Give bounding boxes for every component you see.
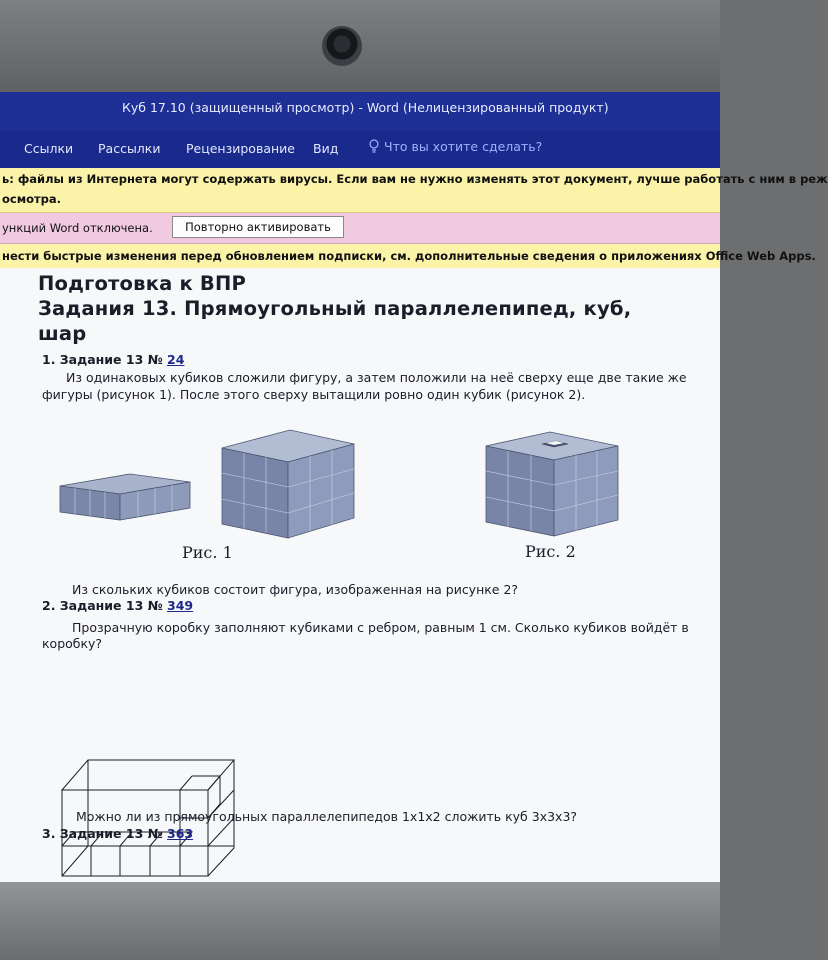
tell-me-search[interactable] (368, 139, 542, 154)
title-bar (0, 92, 720, 130)
protected-view-bar (0, 168, 828, 213)
tab-review[interactable]: Рецензирование (186, 141, 295, 156)
task-3-header (42, 826, 193, 841)
protected-view-message: ь: файлы из Интернета могут содержать вирусы. Если вам не нужно изменять этот документ, лучше работать с ним в реж (2, 172, 828, 186)
webcam (322, 26, 362, 66)
license-bar (0, 213, 720, 244)
task-2-text-line-1: Прозрачную коробку заполняют кубиками с ребром, равным 1 см. Сколько кубиков войдёт в (72, 620, 689, 635)
figure-1-block (222, 430, 354, 540)
figure-2-block (486, 432, 618, 538)
task-1-text-line-2: фигуры (рисунок 1). После этого сверху вытащили ровно один кубик (рисунок 2). (42, 387, 586, 402)
window-title: Куб 17.10 (защищенный просмотр) - Word (Нелицензированный продукт) (122, 100, 609, 115)
protected-view-message-cont: осмотра. (2, 192, 62, 206)
tell-me-label: Что вы хотите сделать? (384, 139, 543, 154)
reactivate-button[interactable]: Повторно активировать (172, 216, 344, 238)
heading-line-2: Задания 13. Прямоугольный параллелепипед, куб, (38, 297, 632, 320)
figure-1-slab (60, 468, 190, 528)
heading-line-1: Подготовка к ВПР (38, 272, 246, 295)
ribbon-tabs (0, 130, 720, 168)
task-2-link[interactable]: 349 (167, 598, 194, 613)
task-2-header (42, 598, 193, 613)
lightbulb-icon (368, 139, 380, 153)
task-1-text-line-1: Из одинаковых кубиков сложили фигуру, а затем положили на неё сверху еще две такие же (66, 370, 687, 385)
laptop-bezel-bottom (0, 882, 720, 960)
task-3-prefix: 3. Задание 13 № (42, 826, 168, 841)
webapps-message: нести быстрые изменения перед обновлением подписки, см. дополнительные сведения о приложениях Office Web Apps. (2, 249, 816, 263)
document-page (0, 268, 720, 882)
figure-2-caption: Рис. 2 (525, 542, 576, 561)
tab-references[interactable]: Ссылки (24, 141, 74, 156)
task-2-prefix: 2. Задание 13 № (42, 598, 168, 613)
license-message: ункций Word отключена. (2, 221, 153, 235)
task-2-text-line-2: коробку? (42, 636, 103, 651)
word-window (0, 92, 828, 882)
tab-mailings[interactable]: Рассылки (98, 141, 161, 156)
task-3-link[interactable]: 363 (167, 826, 194, 841)
task-1-question: Из скольких кубиков состоит фигура, изображенная на рисунке 2? (72, 582, 519, 597)
task-1-header (42, 352, 184, 367)
task-1-link[interactable]: 24 (167, 352, 185, 367)
task-3-question: Можно ли из прямоугольных параллелепипедов 1х1х2 сложить куб 3х3х3? (76, 809, 578, 824)
heading-line-3: шар (38, 322, 87, 345)
figure-1-caption: Рис. 1 (182, 543, 233, 562)
laptop-bezel-top (0, 0, 720, 92)
tab-view[interactable]: Вид (313, 141, 339, 156)
webapps-bar (0, 244, 816, 269)
task-1-prefix: 1. Задание 13 № (42, 352, 168, 367)
